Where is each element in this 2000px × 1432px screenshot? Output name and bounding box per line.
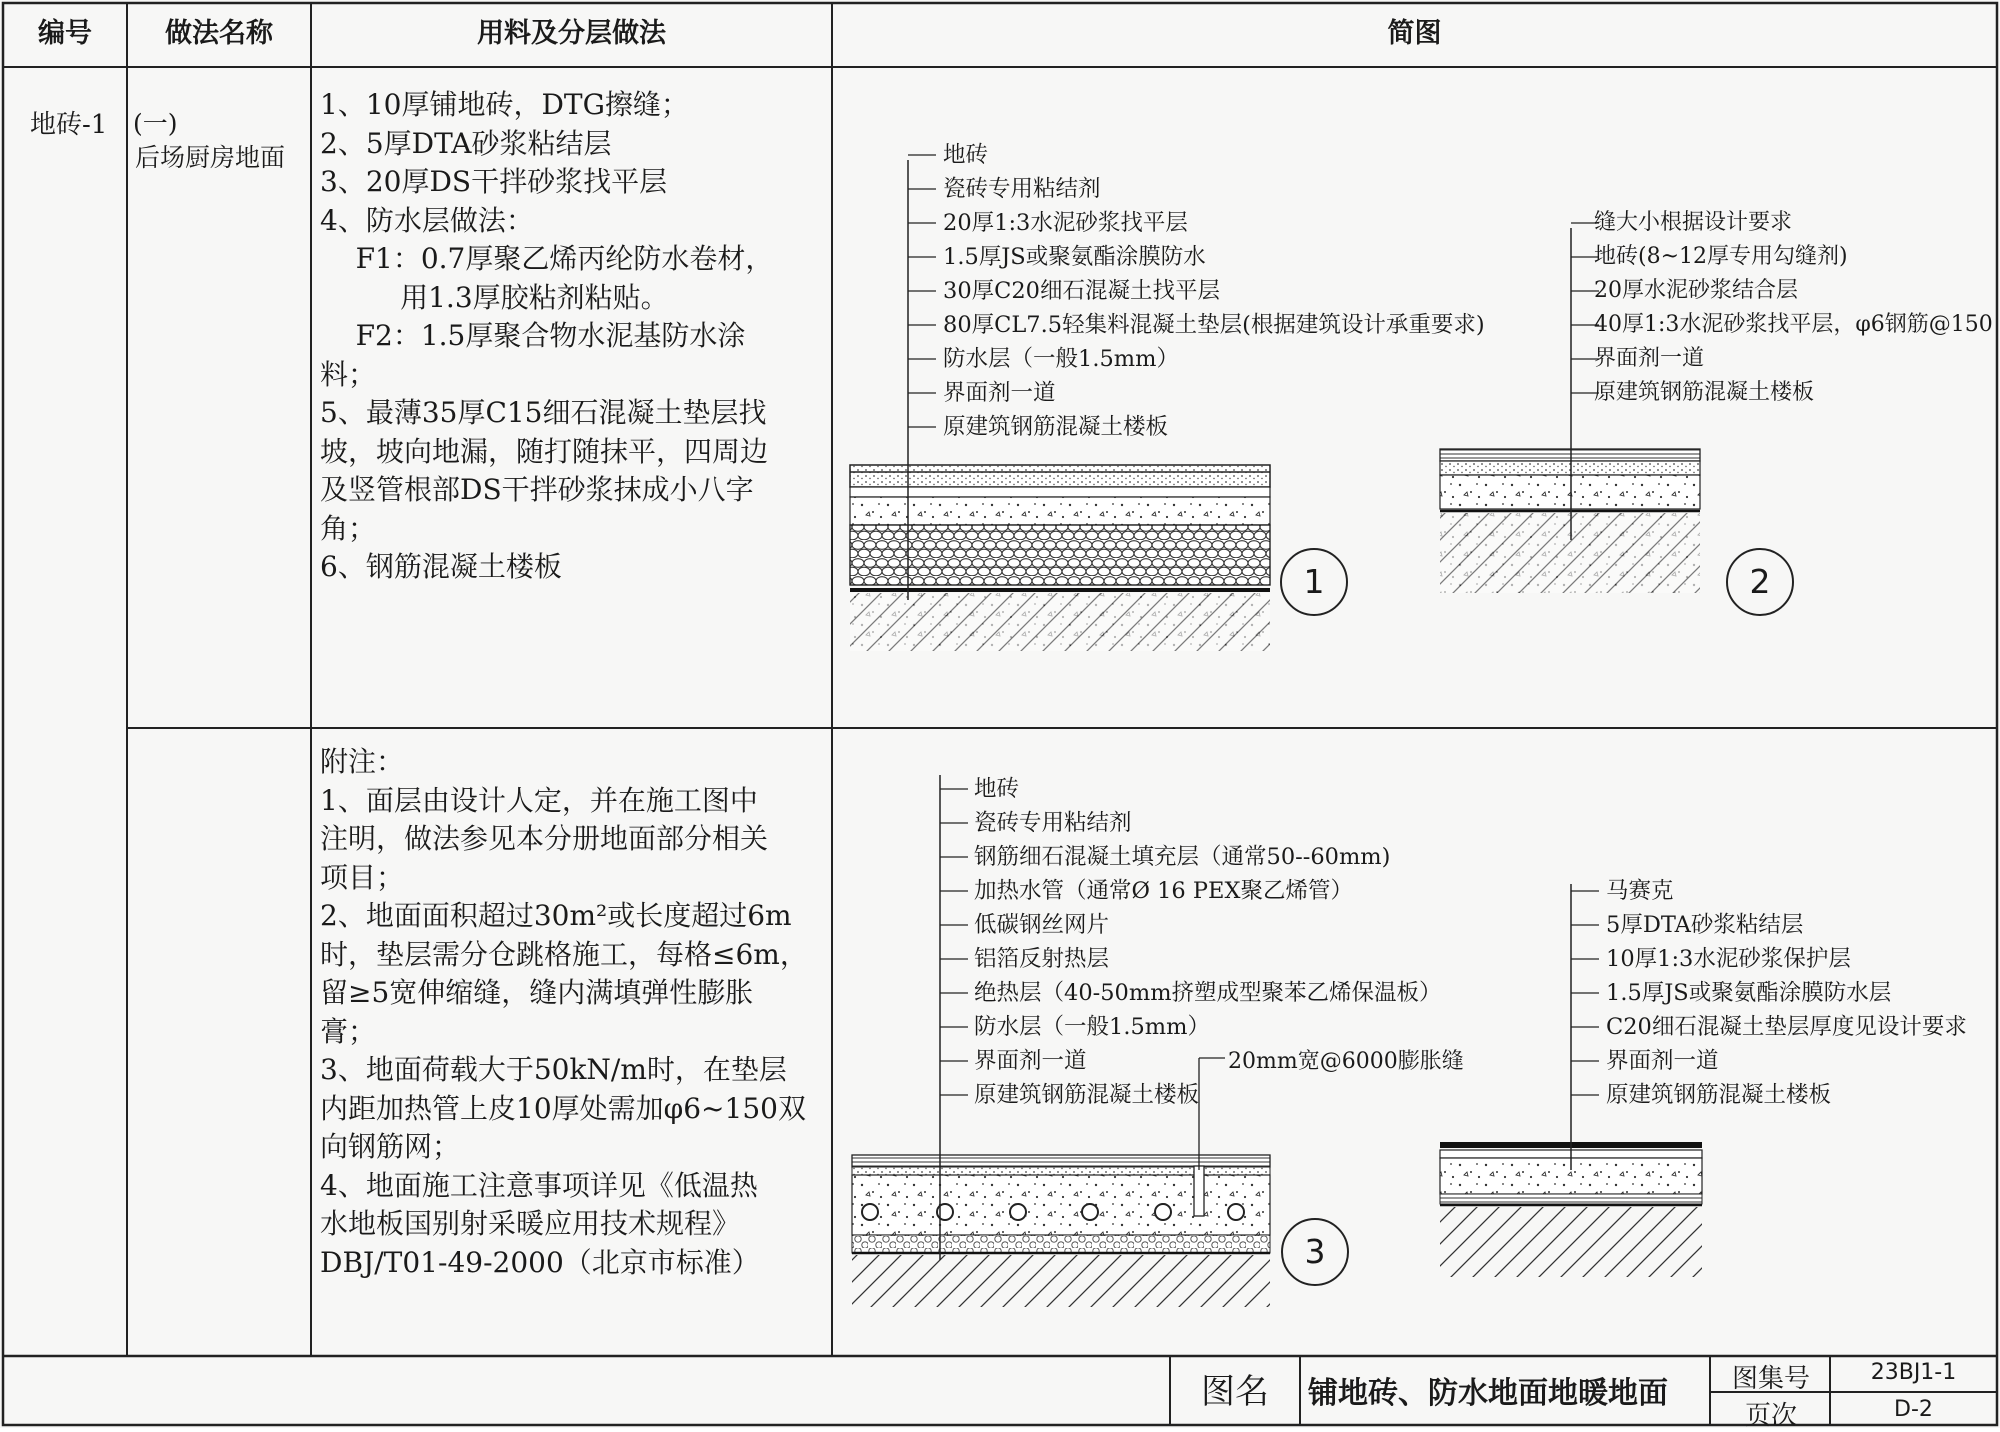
spec-line: 1、10厚铺地砖，DTG擦缝； (320, 88, 689, 121)
layer-label: 1.5厚JS或聚氨酯涂膜防水层 (1606, 980, 1892, 1006)
header-method-name: 做法名称 (165, 18, 273, 49)
layer-label: 40厚1:3水泥砂浆找平层，φ6钢筋@150 (1594, 312, 1993, 337)
note-line: 水地板国别射采暖应用技术规程》 (320, 1207, 741, 1240)
header-diagram: 简图 (1387, 18, 1442, 49)
layer-label: 界面剂一道 (1606, 1048, 1719, 1074)
layer-label: 原建筑钢筋混凝土楼板 (1606, 1082, 1832, 1108)
layer-label: 30厚C20细石混凝土找平层 (943, 278, 1220, 304)
titleblock-atlas-label: 图集号 (1731, 1364, 1810, 1394)
layer-label: 地砖(8~12厚专用勾缝剂) (1594, 244, 1848, 269)
note-line: 3、地面荷载大于50kN/m时，在垫层 (320, 1053, 787, 1086)
header-materials: 用料及分层做法 (477, 18, 666, 49)
spec-line: 料； (320, 357, 377, 391)
layer-label: 原建筑钢筋混凝土楼板 (943, 414, 1169, 440)
section-4-labels (1606, 874, 1967, 1112)
detail-number-1: 1 (1280, 548, 1348, 616)
note-line: DBJ/T01-49-2000（北京市标准） (320, 1245, 760, 1279)
layer-label: 防水层（一般1.5mm） (974, 1014, 1210, 1040)
spec-line: F2：1.5厚聚合物水泥基防水涂 (320, 319, 746, 352)
note-line: 1、面层由设计人定，并在施工图中 (320, 783, 758, 817)
detail-number-3: 3 (1281, 1218, 1349, 1286)
note-line: 4、地面施工注意事项详见《低温热 (320, 1168, 758, 1202)
row-name: 后场厨房地面 (135, 143, 286, 172)
row-name-index: (一) (133, 109, 178, 138)
spec-line: 坡，坡向地漏，随打随抹平，四周边 (320, 434, 769, 468)
layer-label: 80厚CL7.5轻集料混凝土垫层(根据建筑设计承重要求) (943, 312, 1485, 338)
layer-label: 10厚1:3水泥砂浆保护层 (1606, 946, 1851, 972)
layer-label: 马赛克 (1606, 878, 1674, 904)
layer-label: 地砖 (974, 776, 1020, 802)
detail-number-2: 2 (1726, 548, 1794, 616)
layer-label: 钢筋细石混凝土填充层（通常50--60mm) (974, 844, 1391, 870)
layer-label: 5厚DTA砂浆粘结层 (1606, 912, 1804, 938)
note-line: 留≥5宽伸缩缝，缝内满填弹性膨胀 (320, 976, 754, 1009)
spec-line: 3、20厚DS干拌砂浆找平层 (320, 165, 668, 198)
layer-label: 1.5厚JS或聚氨酯涂膜防水 (943, 244, 1206, 270)
note-line: 项目； (320, 860, 405, 894)
note-line: 注明，做法参见本分册地面部分相关 (320, 822, 769, 855)
spec-line: 用1.3厚胶粘剂粘贴。 (320, 280, 669, 314)
spec-line: F1：0.7厚聚乙烯丙纶防水卷材， (320, 242, 774, 275)
expansion-joint-label: 20mm宽@6000膨胀缝 (1228, 1049, 1464, 1074)
layer-label: 20厚水泥砂浆结合层 (1594, 278, 1798, 303)
note-line: 附注： (320, 745, 405, 778)
layer-label: 防水层（一般1.5mm） (943, 346, 1179, 372)
spec-line: 6、钢筋混凝土楼板 (320, 550, 562, 583)
spec-line: 及竖管根部DS干拌砂浆抹成小八字 (320, 473, 754, 506)
titleblock-page-label: 页次 (1744, 1401, 1797, 1431)
titleblock-atlas-value: 23BJ1-1 (1870, 1360, 1957, 1385)
layer-label: 原建筑钢筋混凝土楼板 (974, 1082, 1200, 1108)
titleblock-page-value: D-2 (1894, 1397, 1933, 1422)
layer-label: 低碳钢丝网片 (974, 912, 1110, 938)
note-line: 内距加热管上皮10厚处需加φ6~150双 (320, 1091, 806, 1125)
spec-line: 5、最薄35厚C15细石混凝土垫层找 (320, 396, 767, 429)
layer-label: 原建筑钢筋混凝土楼板 (1594, 380, 1815, 405)
notes-list (320, 743, 810, 1282)
note-line: 向钢筋网； (320, 1130, 461, 1163)
layer-label: 瓷砖专用粘结剂 (974, 810, 1132, 836)
section-1-labels (943, 138, 1485, 444)
spec-list (320, 86, 810, 587)
layer-label: 瓷砖专用粘结剂 (943, 176, 1101, 202)
layer-label: 加热水管（通常Ø 16 PEX聚乙烯管） (974, 878, 1353, 904)
spec-line: 4、防水层做法： (320, 203, 534, 237)
section-2-labels (1594, 206, 1993, 410)
note-line: 时，垫层需分仓跳格施工，每格≤6m， (320, 937, 808, 971)
layer-label: 地砖 (943, 142, 989, 168)
layer-label: 界面剂一道 (943, 380, 1056, 406)
layer-label: 绝热层（40-50mm挤塑成型聚苯乙烯保温板） (974, 980, 1442, 1006)
layer-label: 缝大小根据设计要求 (1594, 210, 1793, 235)
layer-label: 界面剂一道 (974, 1048, 1087, 1074)
row-code: 地砖-1 (30, 110, 108, 140)
spec-line: 2、5厚DTA砂浆粘结层 (320, 126, 612, 160)
titleblock-name-value: 铺地砖、防水地面地暖地面 (1308, 1376, 1668, 1411)
titleblock-name-label: 图名 (1201, 1372, 1269, 1412)
header-code: 编号 (38, 18, 92, 49)
layer-label: C20细石混凝土垫层厚度见设计要求 (1606, 1014, 1967, 1040)
note-line: 膏； (320, 1014, 377, 1048)
layer-label: 铝箔反射热层 (974, 946, 1110, 972)
spec-line: 角； (320, 511, 377, 545)
note-line: 2、地面面积超过30m²或长度超过6m (320, 899, 792, 932)
layer-label: 界面剂一道 (1594, 346, 1705, 371)
layer-label: 20厚1:3水泥砂浆找平层 (943, 210, 1188, 236)
